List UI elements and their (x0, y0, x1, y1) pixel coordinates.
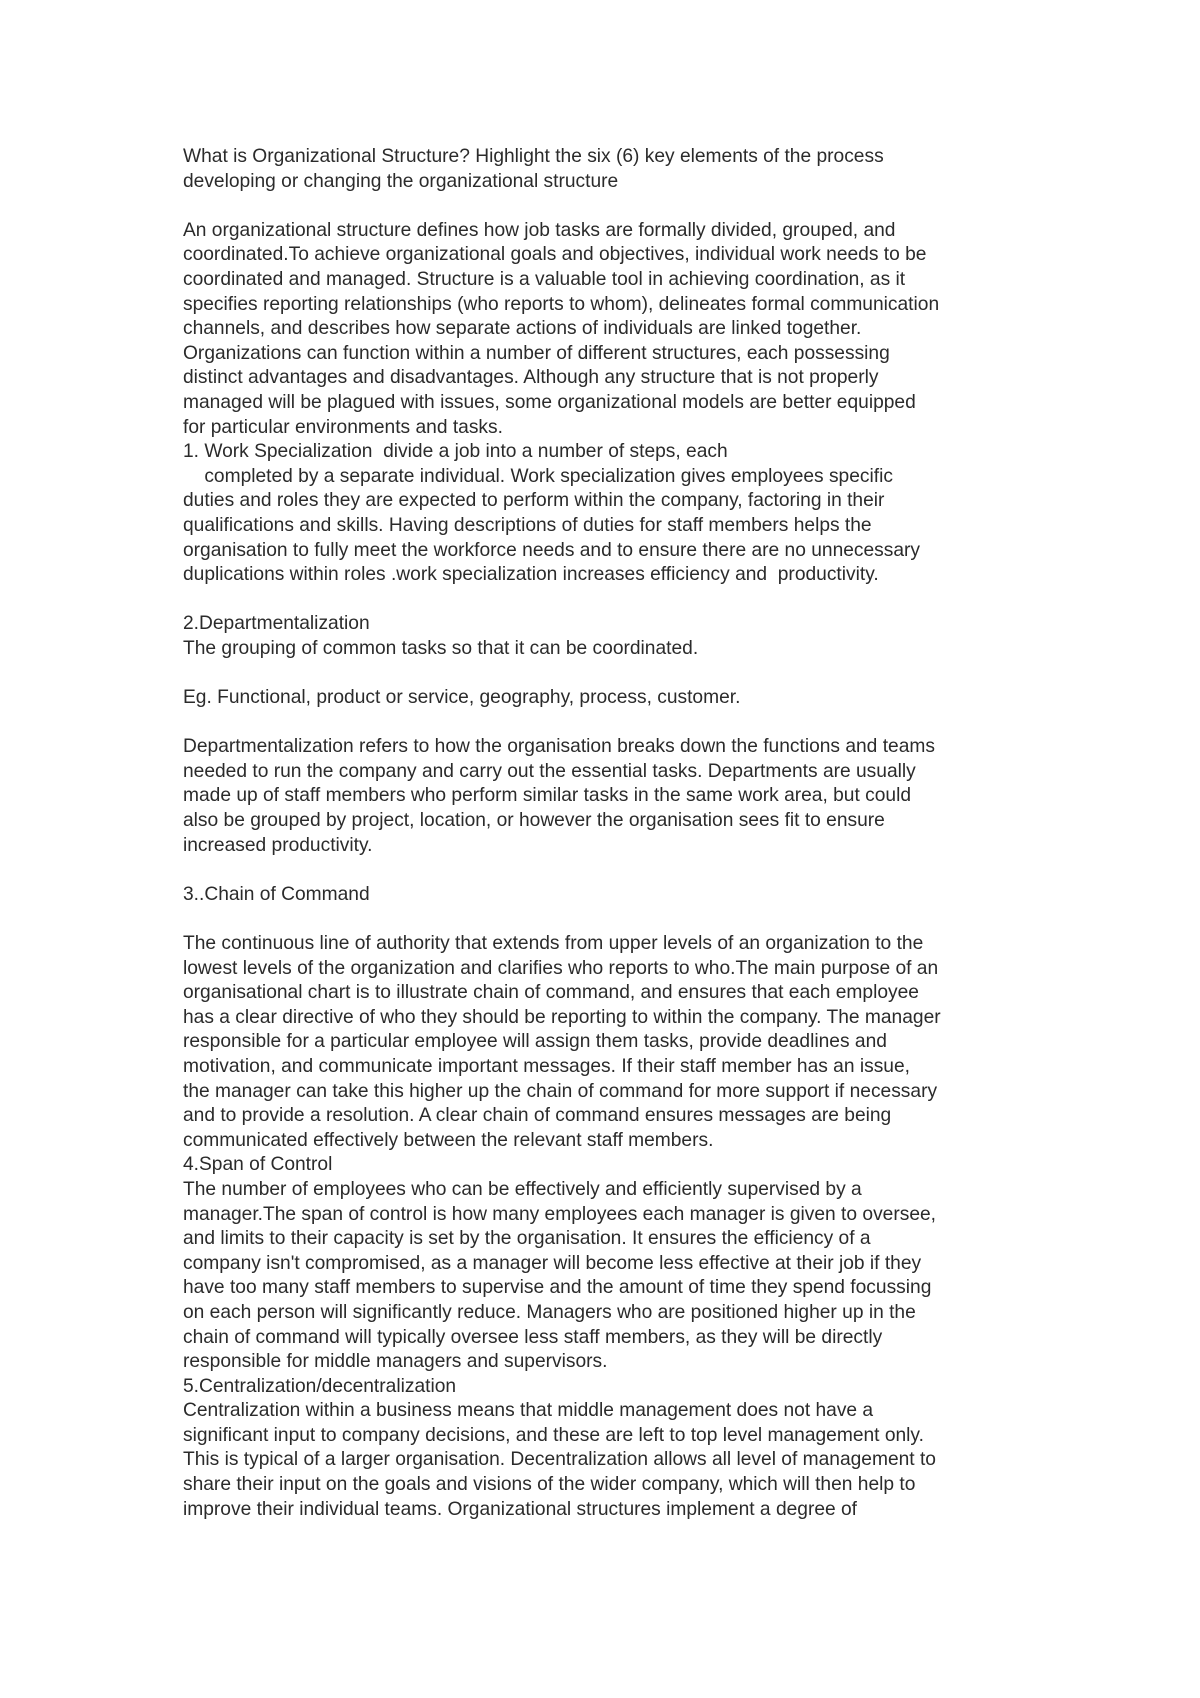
section-heading: 4.Span of Control (183, 1154, 333, 1176)
text-line: has a clear directive of who they should be reporting to within the company. The manager (183, 1006, 941, 1028)
text-line: and limits to their capacity is set by the organisation. It ensures the efficiency of a (183, 1228, 871, 1250)
section-heading: 5.Centralization/decentralization (183, 1375, 457, 1397)
paragraph-gap (183, 858, 1043, 883)
text-line: An organizational structure defines how job tasks are formally divided, grouped, and (183, 219, 896, 241)
text-line: duties and roles they are expected to perform within the company, factoring in their (183, 490, 885, 512)
text-line: for particular environments and tasks. (183, 416, 503, 438)
text-line: Eg. Functional, product or service, geography, process, customer. (183, 687, 741, 709)
paragraph-gap (183, 661, 1043, 686)
text-line: made up of staff members who perform similar tasks in the same work area, but could (183, 785, 912, 807)
text-line: increased productivity. (183, 834, 373, 856)
text-line: have too many staff members to supervise and the amount of time they spend focussing (183, 1277, 932, 1299)
text-line: also be grouped by project, location, or however the organisation sees fit to ensure (183, 810, 885, 832)
chain-of-command-body (183, 932, 1043, 1522)
text-line: Departmentalization refers to how the organisation breaks down the functions and teams (183, 736, 935, 758)
text-line: What is Organizational Structure? Highlight the six (6) key elements of the process (183, 146, 884, 167)
text-line: on each person will significantly reduce. Managers who are positioned higher up in the (183, 1301, 916, 1323)
text-line: channels, and describes how separate actions of individuals are linked together. (183, 318, 862, 340)
text-line: communicated effectively between the relevant staff members. (183, 1129, 714, 1151)
work-specialization-section (183, 440, 1043, 588)
text-line: developing or changing the organizational structure (183, 170, 619, 192)
paragraph-gap (183, 194, 1043, 219)
text-line: significant input to company decisions, and these are left to top level management only. (183, 1424, 924, 1446)
text-line: managed will be plagued with issues, some organizational models are better equipped (183, 391, 916, 413)
departmentalization-section (183, 612, 1043, 661)
departmentalization-example (183, 686, 1043, 711)
text-line: distinct advantages and disadvantages. Although any structure that is not properly (183, 367, 879, 389)
text-line: qualifications and skills. Having descriptions of duties for staff members helps the (183, 514, 872, 536)
text-line: The continuous line of authority that extends from upper levels of an organization to the (183, 933, 924, 954)
text-line: improve their individual teams. Organizational structures implement a degree of (183, 1498, 858, 1520)
departmentalization-body (183, 735, 1043, 858)
intro-paragraph (183, 219, 1043, 440)
section-heading: 1. Work Specialization divide a job into a number of steps, each (183, 441, 728, 463)
text-line: the manager can take this higher up the chain of command for more support if necessary (183, 1080, 938, 1102)
text-line: Organizations can function within a number of different structures, each possessing (183, 342, 890, 364)
text-line: This is typical of a larger organisation. Decentralization allows all level of management to (183, 1449, 936, 1471)
text-line: organisation to fully meet the workforce needs and to ensure there are no unnecessary (183, 539, 921, 561)
text-line: manager.The span of control is how many employees each manager is given to oversee, (183, 1203, 936, 1225)
text-line: coordinated.To achieve organizational goals and objectives, individual work needs to be (183, 244, 927, 266)
text-line: completed by a separate individual. Work specialization gives employees specific (183, 465, 893, 487)
text-line: duplications within roles .work specialization increases efficiency and productivity. (183, 564, 879, 586)
text-line: lowest levels of the organization and clarifies who reports to who.The main purpose of an (183, 957, 939, 979)
text-line: organisational chart is to illustrate chain of command, and ensures that each employee (183, 982, 919, 1004)
paragraph-gap (183, 907, 1043, 932)
section-heading: 2.Departmentalization (183, 613, 370, 635)
text-line: coordinated and managed. Structure is a valuable tool in achieving coordination, as it (183, 268, 906, 290)
text-line: company isn't compromised, as a manager will become less effective at their job if they (183, 1252, 922, 1274)
chain-of-command-heading (183, 883, 1043, 908)
question-paragraph (183, 145, 1043, 194)
text-line: responsible for middle managers and supervisors. (183, 1351, 608, 1373)
text-line: The grouping of common tasks so that it can be coordinated. (183, 637, 699, 659)
text-line: share their input on the goals and visions of the wider company, which will then help to (183, 1474, 916, 1496)
text-line: and to provide a resolution. A clear chain of command ensures messages are being (183, 1105, 892, 1127)
text-line: The number of employees who can be effectively and efficiently supervised by a (183, 1178, 862, 1200)
text-line: specifies reporting relationships (who reports to whom), delineates formal communication (183, 293, 940, 315)
text-line: motivation, and communicate important messages. If their staff member has an issue, (183, 1055, 910, 1077)
text-line: chain of command will typically oversee less staff members, as they will be directly (183, 1326, 883, 1348)
paragraph-gap (183, 588, 1043, 613)
document-body (183, 145, 1043, 1522)
text-line: needed to run the company and carry out the essential tasks. Departments are usually (183, 760, 916, 782)
paragraph-gap (183, 711, 1043, 736)
text-line: responsible for a particular employee will assign them tasks, provide deadlines and (183, 1031, 887, 1053)
text-line: Centralization within a business means that middle management does not have a (183, 1400, 874, 1422)
section-heading: 3..Chain of Command (183, 883, 370, 905)
